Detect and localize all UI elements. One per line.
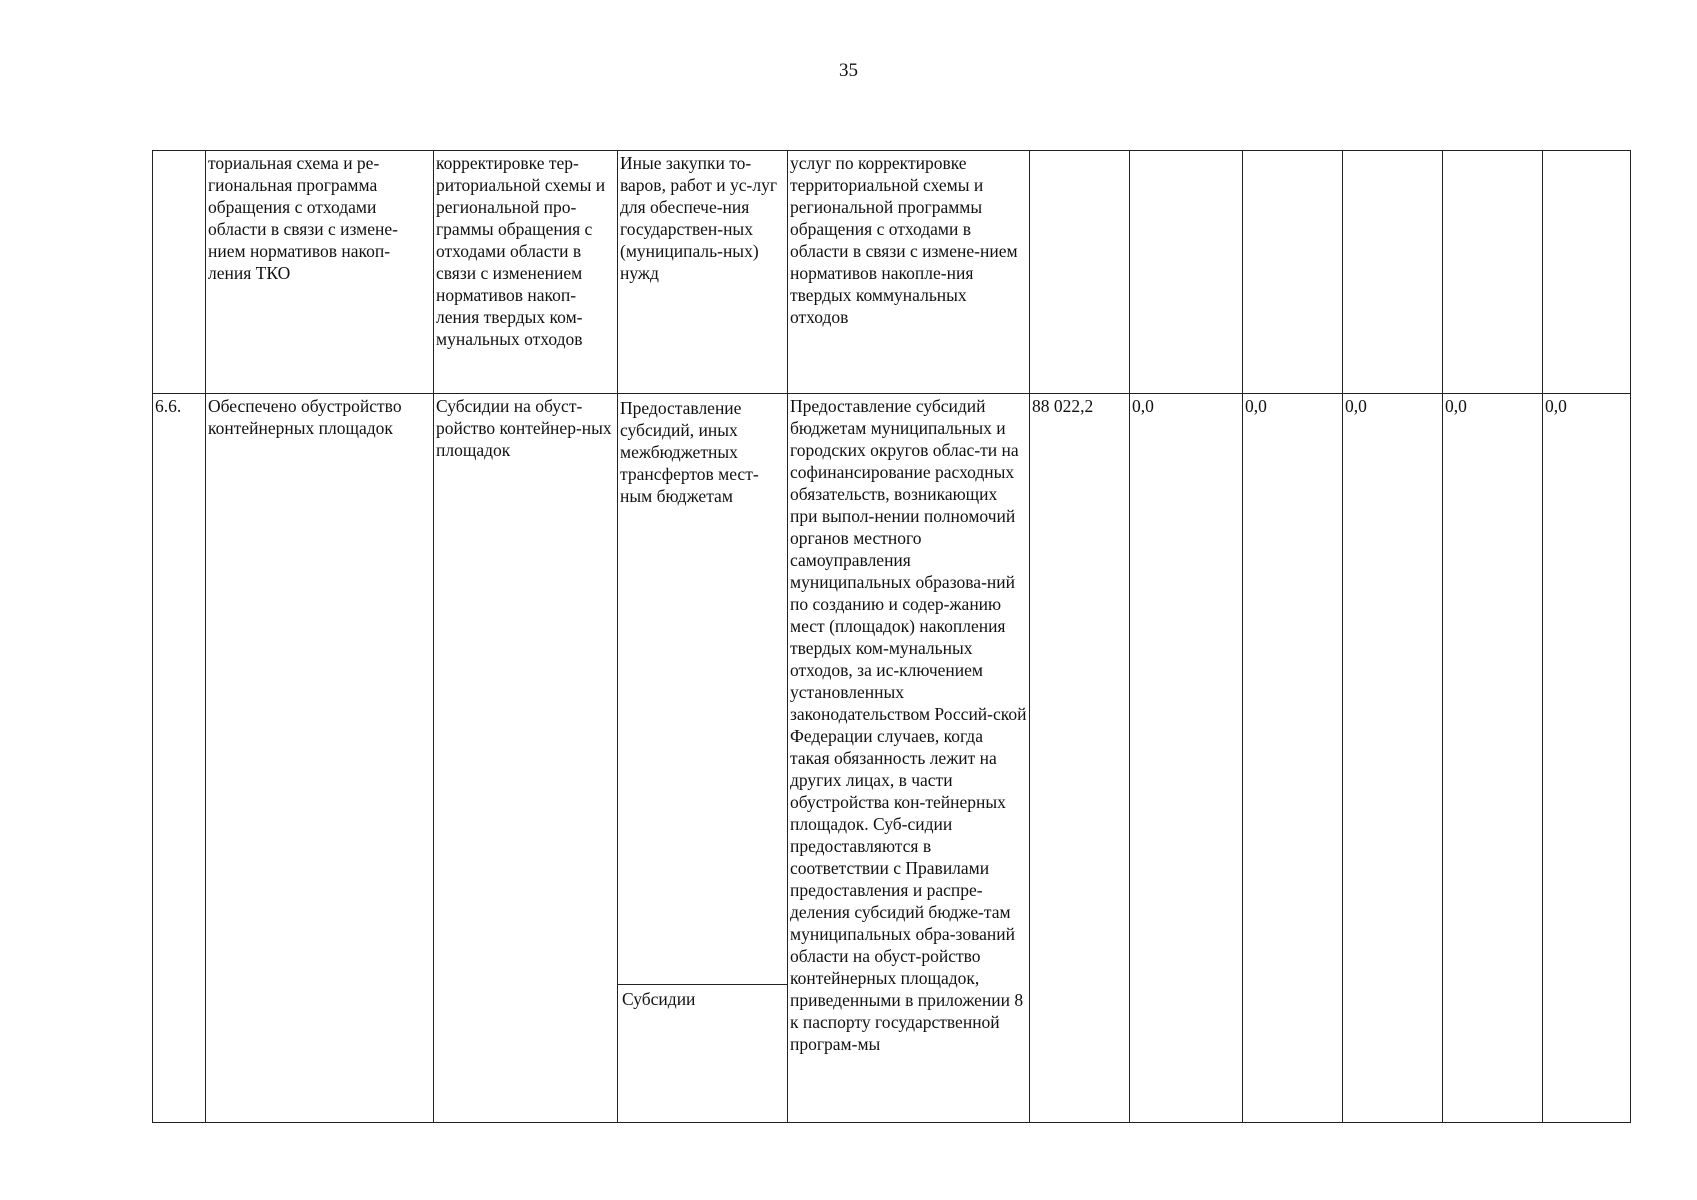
value-cell: 0,0 <box>1543 394 1631 1123</box>
page-number: 35 <box>839 60 858 81</box>
table-row <box>153 394 1631 1123</box>
value-cell: 0,0 <box>1443 394 1543 1123</box>
value-cell <box>1030 151 1130 394</box>
value-cell <box>1130 151 1243 394</box>
value-cell <box>1343 151 1443 394</box>
result-cell: ториальная схема и ре-гиональная программа обращения с отходами области в связи с измене-нием нормативов накоп-ления ТКО <box>206 151 434 394</box>
expense-type-main: Предоставление субсидий, иных межбюджетных трансфертов мест-ным бюджетам <box>620 398 759 506</box>
program-table <box>152 150 1631 1123</box>
expense-type-cell: Иные закупки то-варов, работ и ус-луг для обеспече-ния государствен-ных (муниципаль-ных) нужд <box>618 151 788 394</box>
description-cell: Предоставление субсидий бюджетам муниципальных и городских округов облас-ти на софинансирование расходных обязательств, возникающих при выпол-нении полномочий органов местного самоуправления муниципальных образова-ний по созданию и содер-жанию мест (площадок) накопления твердых ком-мунальных отходов, за ис-ключением установленных законодательством Россий-ской Федерации случаев, когда такая обязанность лежит на других лицах, в части обустройства кон-тейнерных площадок. Суб-сидии предоставляются в соответствии с Правилами предоставления и распре-деления субсидий бюдже-там муниципальных обра-зований области на обуст-ройство контейнерных площадок, приведенными в приложении 8 к паспорту государственной програм-мы <box>788 394 1030 1123</box>
value-cell: 0,0 <box>1130 394 1243 1123</box>
row-number-cell: 6.6. <box>153 394 206 1123</box>
description-cell: услуг по корректировке территориальной схемы и региональной программы обращения с отходами в области в связи с измене-нием нормативов накопле-ния твердых коммунальных отходов <box>788 151 1030 394</box>
value-cell: 0,0 <box>1243 394 1343 1123</box>
value-cell <box>1543 151 1631 394</box>
value-cell: 0,0 <box>1343 394 1443 1123</box>
row-number-cell <box>153 151 206 394</box>
value-cell <box>1443 151 1543 394</box>
value-cell: 88 022,2 <box>1030 394 1130 1123</box>
value-cell <box>1243 151 1343 394</box>
event-cell: корректировке тер-риториальной схемы и региональной про-граммы обращения с отходами области в связи с изменением нормативов накоп-ления твердых ком-мунальных отходов <box>434 151 618 394</box>
expense-type-cell <box>618 394 788 1123</box>
table-row <box>153 151 1631 394</box>
result-cell: Обеспечено обустройство контейнерных площадок <box>206 394 434 1123</box>
expense-type-sub: Субсидии <box>618 984 787 1122</box>
event-cell: Субсидии на обуст-ройство контейнер-ных площадок <box>434 394 618 1123</box>
